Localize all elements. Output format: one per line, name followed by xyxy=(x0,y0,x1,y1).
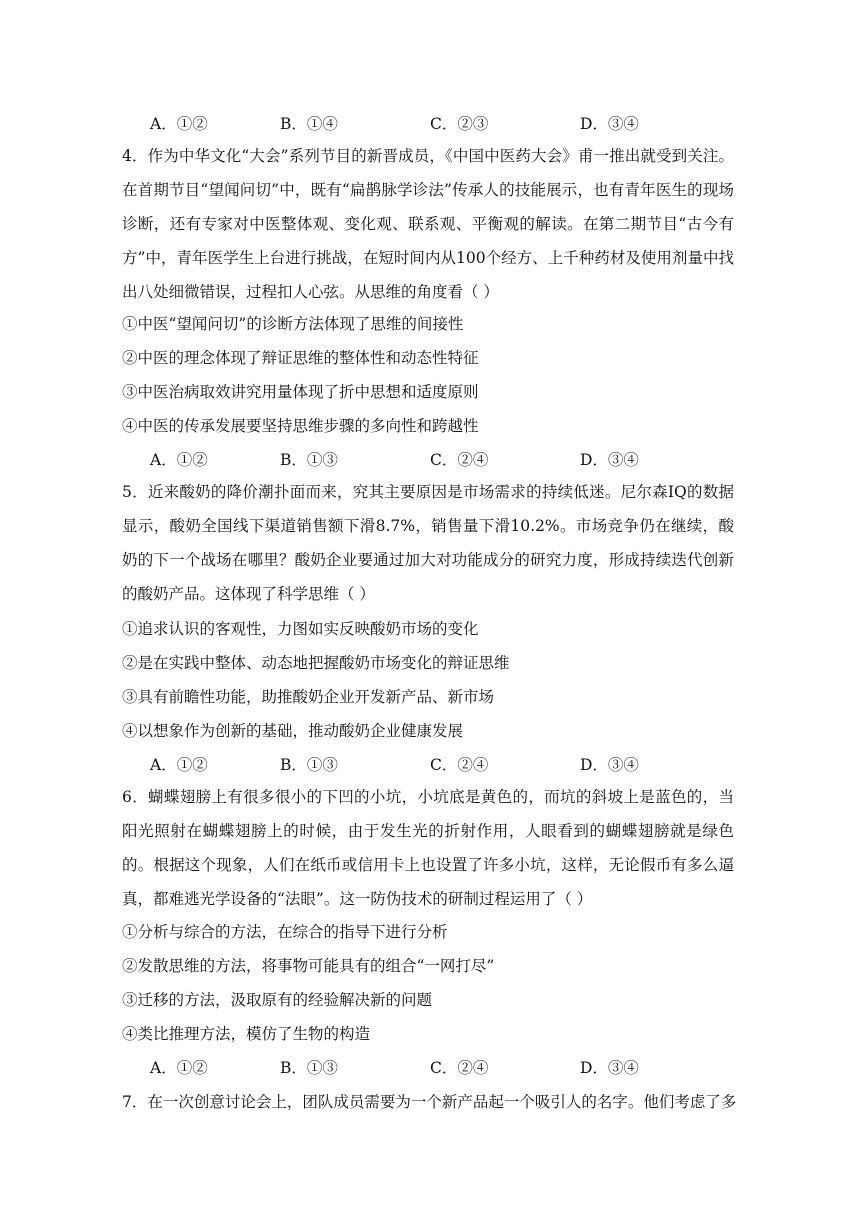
q4-option-b[interactable]: B．①③ xyxy=(280,451,338,469)
q6-item-3: ③迁移的方法，汲取原有的经验解决新的问题 xyxy=(122,991,433,1009)
q6-item-1: ①分析与综合的方法，在综合的指导下进行分析 xyxy=(122,923,448,941)
q4-option-a[interactable]: A．①② xyxy=(150,451,208,469)
q6-option-c[interactable]: C．②④ xyxy=(430,1059,489,1077)
q6-options xyxy=(150,1058,750,1080)
q4-item-1: ①中医“望闻问切”的诊断方法体现了思维的间接性 xyxy=(122,315,464,333)
q7-stem: 7．在一次创意讨论会上，团队成员需要为一个新产品起一个吸引人的名字。他们考虑了多 xyxy=(122,1093,737,1111)
q3-option-d[interactable]: D．③④ xyxy=(580,115,639,133)
q4-option-d[interactable]: D．③④ xyxy=(580,451,639,469)
q6-option-b[interactable]: B．①③ xyxy=(280,1059,338,1077)
q5-stem: 5．近来酸奶的降价潮扑面而来，究其主要原因是市场需求的持续低迷。尼尔森IQ的数据显示，酸奶全国线下渠道销售额下滑8.7%，销售量下滑10.2%。市场竞争仍在继续，酸奶的下一个战场在哪里？酸奶企业要通过加大对功能成分的研究力度，形成持续迭代创新的酸奶产品。这体现了科学思维（ ） xyxy=(122,483,734,603)
q6-item-4: ④类比推理方法，模仿了生物的构造 xyxy=(122,1025,371,1043)
q3-option-b[interactable]: B．①④ xyxy=(280,115,338,133)
q6-item-2: ②发散思维的方法，将事物可能具有的组合“一网打尽” xyxy=(122,957,495,975)
q5-item-3: ③具有前瞻性功能，助推酸奶企业开发新产品、新市场 xyxy=(122,688,495,706)
q3-option-a[interactable]: A．①② xyxy=(150,115,208,133)
q4-item-2: ②中医的理念体现了辩证思维的整体性和动态性特征 xyxy=(122,349,479,367)
q5-options xyxy=(150,755,750,777)
q5-item-2: ②是在实践中整体、动态地把握酸奶市场变化的辩证思维 xyxy=(122,654,510,672)
q4-options xyxy=(150,450,750,472)
q5-item-1: ①追求认识的客观性，力图如实反映酸奶市场的变化 xyxy=(122,620,479,638)
q6-option-d[interactable]: D．③④ xyxy=(580,1059,639,1077)
q6-option-a[interactable]: A．①② xyxy=(150,1059,208,1077)
q5-option-a[interactable]: A．①② xyxy=(150,756,208,774)
q3-option-c[interactable]: C．②③ xyxy=(430,115,489,133)
q5-option-c[interactable]: C．②④ xyxy=(430,756,489,774)
q5-option-b[interactable]: B．①③ xyxy=(280,756,338,774)
q5-item-4: ④以想象作为创新的基础，推动酸奶企业健康发展 xyxy=(122,722,464,740)
q6-stem: 6．蝴蝶翅膀上有很多很小的下凹的小坑，小坑底是黄色的，而坑的斜坡上是蓝色的，当阳光照射在蝴蝶翅膀上的时候，由于发生光的折射作用，人眼看到的蝴蝶翅膀就是绿色的。根据这个现象，人们在纸币或信用卡上也设置了许多小坑，这样，无论假币有多么逼真，都难逃光学设备的“法眼”。这一防伪技术的研制过程运用了（ ） xyxy=(122,788,734,908)
q4-option-c[interactable]: C．②④ xyxy=(430,451,489,469)
q4-item-4: ④中医的传承发展要坚持思维步骤的多向性和跨越性 xyxy=(122,417,479,435)
q4-item-3: ③中医治病取效讲究用量体现了折中思想和适度原则 xyxy=(122,383,479,401)
q4-stem: 4．作为中华文化“大会”系列节目的新晋成员，《中国中医药大会》甫一推出就受到关注。在首期节目“望闻问切”中，既有“扁鹊脉学诊法”传承人的技能展示，也有青年医生的现场诊断，还有专家对中医整体观、变化观、联系观、平衡观的解读。在第二期节目“古今有方”中，青年医学生上台进行挑战，在短时间内从100个经方、上千种药材及使用剂量中找出八处细微错误，过程扣人心弦。从思维的角度看（ ） xyxy=(122,147,734,301)
q3-options xyxy=(150,114,750,136)
q5-option-d[interactable]: D．③④ xyxy=(580,756,639,774)
